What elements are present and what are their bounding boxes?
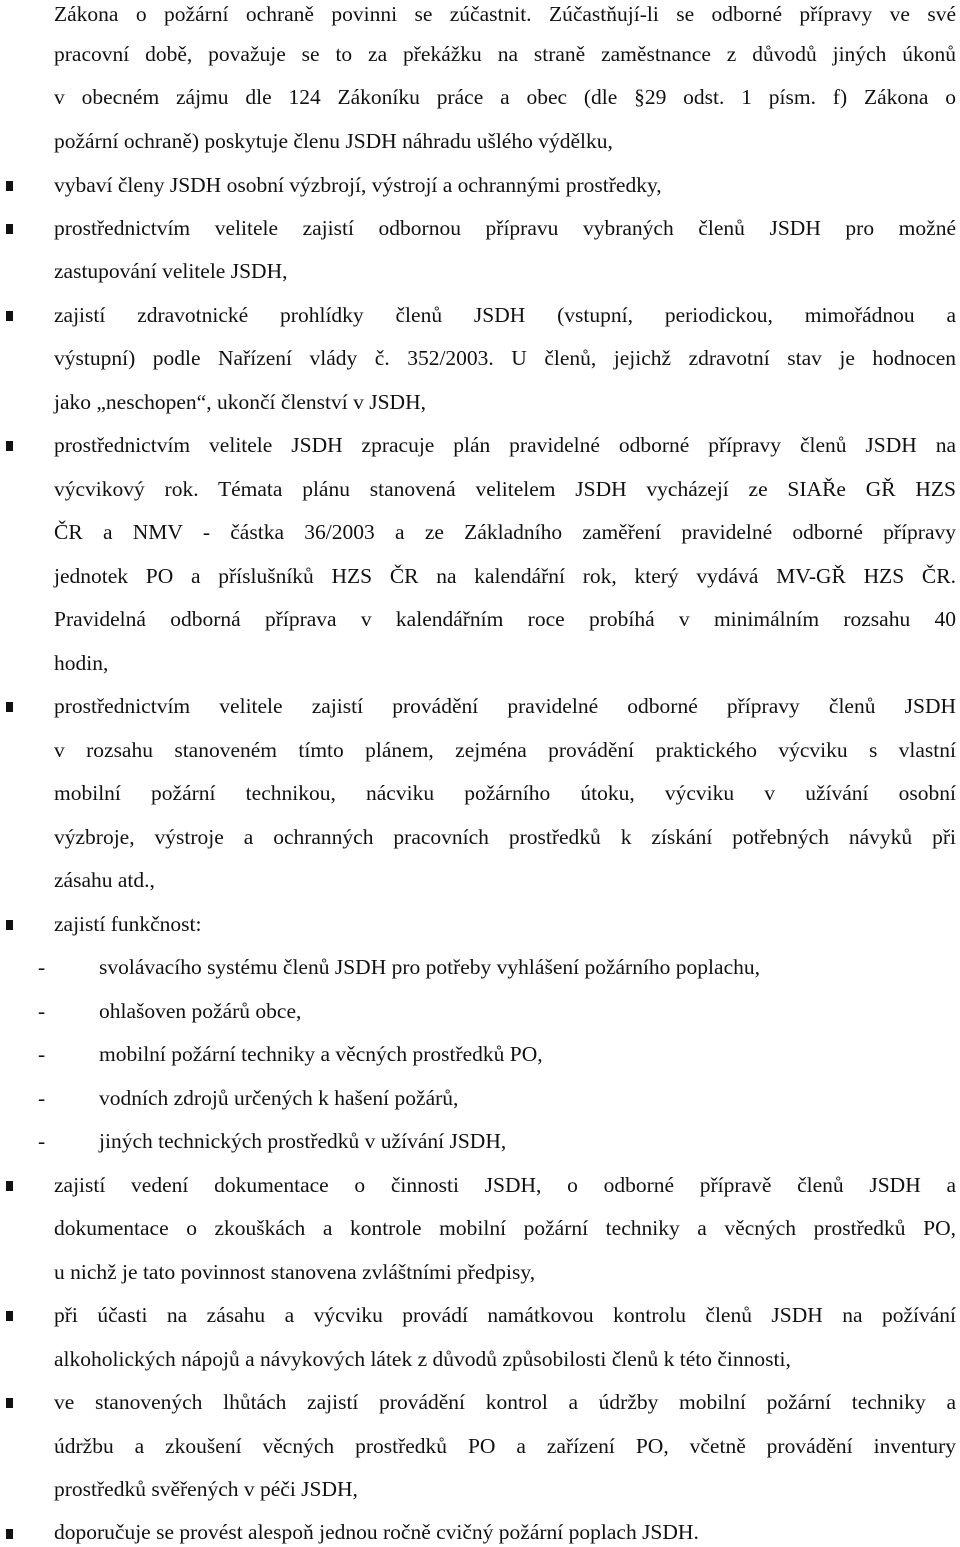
list-item-line: výstupní) podle Nařízení vlády č. 352/2003. U členů, jejichž zdravotní stav je hodnocen [54, 346, 956, 370]
bullet-marker [6, 1311, 13, 1321]
list-item-line: Pravidelná odborná příprava v kalendářním roce probíhá v minimálním rozsahu 40 [54, 607, 956, 631]
list-item-line: alkoholických nápojů a návykových látek z důvodů způsobilosti členů k této činnosti, [54, 1347, 791, 1371]
sub-list-item: ohlašoven požárů obce, [99, 999, 302, 1023]
list-item-line: u nichž je tato povinnost stanovena zvláštními předpisy, [54, 1260, 536, 1284]
bullet-marker [6, 1529, 13, 1539]
bullet-marker [6, 224, 13, 234]
list-item-line: mobilní požární technikou, nácviku požárního útoku, výcviku v užívání osobní [54, 781, 956, 805]
dash-marker: - [38, 999, 46, 1023]
intro-line: Zákona o požární ochraně povinni se zúčastnit. Zúčastňují-li se odborné přípravy ve své [54, 2, 956, 26]
sub-list-item: svolávacího systému členů JSDH pro potřeby vyhlášení požárního poplachu, [99, 955, 760, 979]
sub-list-item: vodních zdrojů určených k hašení požárů, [99, 1086, 459, 1110]
list-item-line: zajistí vedení dokumentace o činnosti JSDH, o odborné přípravě členů JSDH a [54, 1173, 956, 1197]
bullet-marker [6, 441, 13, 451]
dash-marker: - [38, 1086, 46, 1110]
intro-line: v obecném zájmu dle 124 Zákoníku práce a obec (dle §29 odst. 1 písm. f) Zákona o [54, 85, 956, 109]
list-item-line: hodin, [54, 651, 109, 675]
bullet-marker [6, 1181, 13, 1191]
intro-line: požární ochraně) poskytuje členu JSDH náhradu ušlého výdělku, [54, 129, 613, 153]
bullet-marker [6, 1398, 13, 1408]
list-item-line: vybaví členy JSDH osobní výzbrojí, výstrojí a ochrannými prostředky, [54, 173, 662, 197]
list-item-line: jednotek PO a příslušníků HZS ČR na kalendářní rok, který vydává MV-GŘ HZS ČR. [54, 564, 956, 588]
list-item-line: zastupování velitele JSDH, [54, 259, 288, 283]
list-item-line: prostředků svěřených v péči JSDH, [54, 1477, 358, 1501]
list-item-line: jako „neschopen“, ukončí členství v JSDH, [54, 390, 426, 414]
dash-marker: - [38, 955, 46, 979]
list-item-line: údržbu a zkoušení věcných prostředků PO a zařízení PO, včetně provádění inventury [54, 1434, 956, 1458]
list-item-line: výcvikový rok. Témata plánu stanovená velitelem JSDH vycházejí ze SIAŘe GŘ HZS [54, 477, 956, 501]
intro-line: pracovní době, považuje se to za překážku na straně zaměstnance z důvodů jiných úkonů [54, 42, 956, 66]
list-item-line: ve stanovených lhůtách zajistí provádění kontrol a údržby mobilní požární techniky a [54, 1390, 956, 1414]
list-item-line: výzbroje, výstroje a ochranných pracovních prostředků k získání potřebných návyků při [54, 825, 956, 849]
sub-list-item: jiných technických prostředků v užívání JSDH, [99, 1129, 507, 1153]
list-item-line: v rozsahu stanoveném tímto plánem, zejména provádění praktického výcviku s vlastní [54, 738, 956, 762]
list-item-line: doporučuje se provést alespoň jednou ročně cvičný požární poplach JSDH. [54, 1520, 699, 1544]
bullet-marker [6, 702, 13, 712]
list-item-line: zajistí zdravotnické prohlídky členů JSDH (vstupní, periodickou, mimořádnou a [54, 303, 956, 327]
bullet-marker [6, 920, 13, 930]
bullet-marker [6, 311, 13, 321]
list-item-line: dokumentace o zkouškách a kontrole mobilní požární techniky a věcných prostředků PO, [54, 1216, 956, 1240]
sub-list-item: mobilní požární techniky a věcných prostředků PO, [99, 1042, 543, 1066]
dash-marker: - [38, 1129, 46, 1153]
list-item-line: při účasti na zásahu a výcviku provádí namátkovou kontrolu členů JSDH na požívání [54, 1303, 956, 1327]
bullet-marker [6, 181, 13, 191]
list-item-line: ČR a NMV - částka 36/2003 a ze Základního zaměření pravidelné odborné přípravy [54, 520, 956, 544]
list-item-line: zásahu atd., [54, 868, 155, 892]
list-item-line: prostřednictvím velitele zajistí odbornou přípravu vybraných členů JSDH pro možné [54, 216, 956, 240]
list-item-line: prostřednictvím velitele zajistí provádění pravidelné odborné přípravy členů JSDH [54, 694, 956, 718]
list-item-line: zajistí funkčnost: [54, 912, 202, 936]
list-item-line: prostřednictvím velitele JSDH zpracuje plán pravidelné odborné přípravy členů JSDH na [54, 433, 956, 457]
dash-marker: - [38, 1042, 46, 1066]
